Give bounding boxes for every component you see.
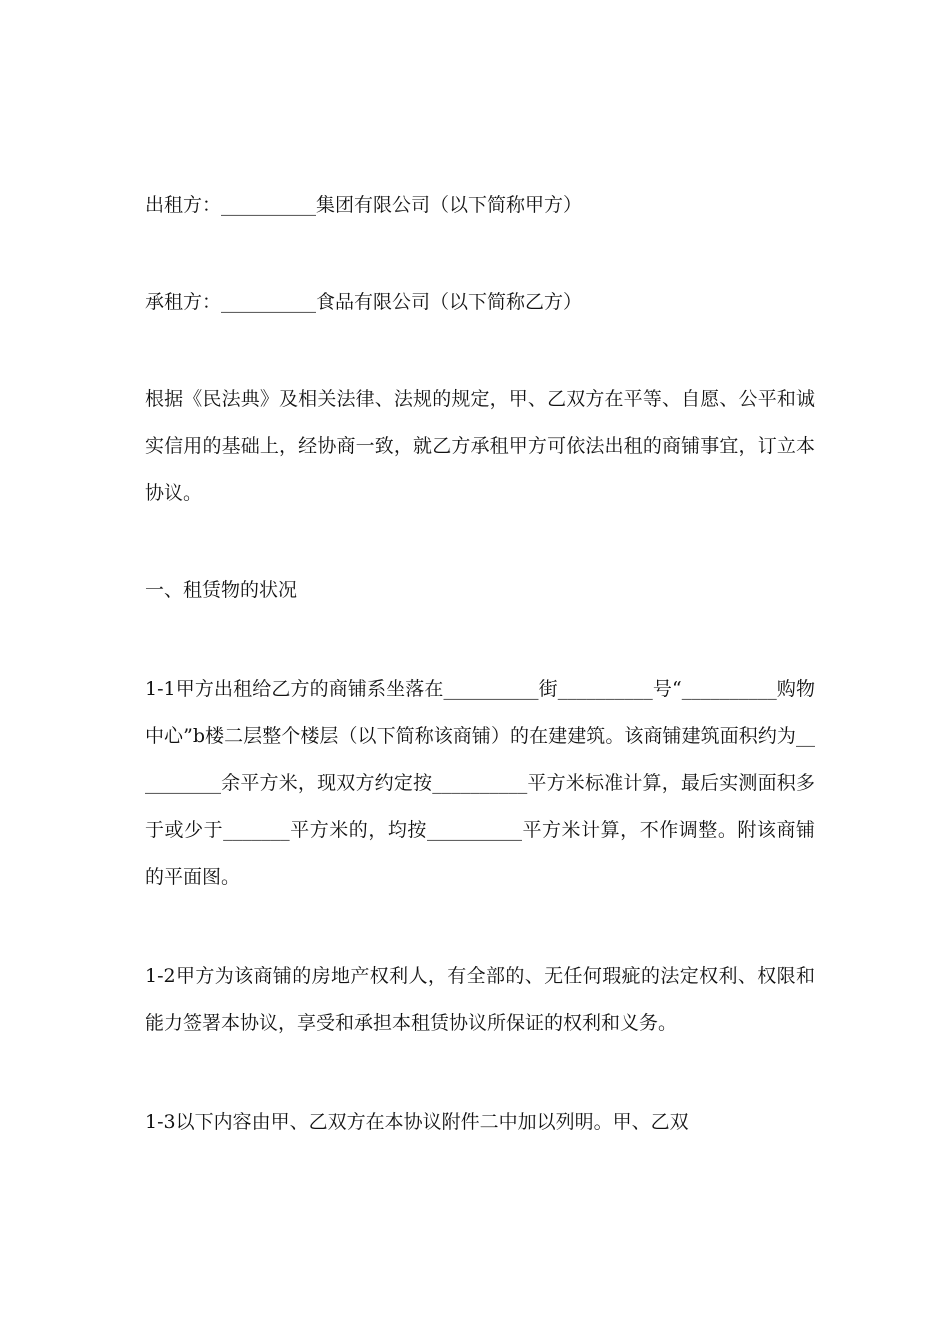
lessor-line: 出租方：__________集团有限公司（以下简称甲方） — [145, 194, 583, 216]
clause-1-2: 1-2甲方为该商铺的房地产权利人，有全部的、无任何瑕疵的法定权利、权限和能力签署本协议，享受和承担本租赁协议所保证的权利和义务。 — [145, 965, 815, 1034]
paragraph-gap — [145, 1047, 815, 1099]
paragraph-gap — [145, 229, 815, 279]
paragraph-gap — [145, 614, 815, 666]
clause-1-1: 1-1甲方出租给乙方的商铺系坐落在__________街__________号“__________购物中心”b楼二层整个楼层（以下简称该商铺）的在建建筑。该商铺建筑面积约为__________余平方米，现双方约定按__________平方米标准计算，最后实测面积多于或少于_______平方米的，均按__________平方米计算，不作调整。附该商铺的平面图。 — [145, 678, 815, 888]
preamble-paragraph: 根据《民法典》及相关法律、法规的规定，甲、乙双方在平等、自愿、公平和诚实信用的基础上，经协商一致，就乙方承租甲方可依法出租的商铺事宜，订立本协议。 — [145, 388, 815, 504]
clause-1-3: 1-3以下内容由甲、乙双方在本协议附件二中加以列明。甲、乙双 — [145, 1111, 689, 1133]
document-body — [145, 182, 815, 1146]
paragraph-gap — [145, 326, 815, 376]
paragraph-gap — [145, 517, 815, 567]
section-heading: 一、租赁物的状况 — [145, 579, 298, 601]
paragraph-gap — [145, 901, 815, 953]
lessee-line: 承租方：__________食品有限公司（以下简称乙方） — [145, 291, 583, 313]
